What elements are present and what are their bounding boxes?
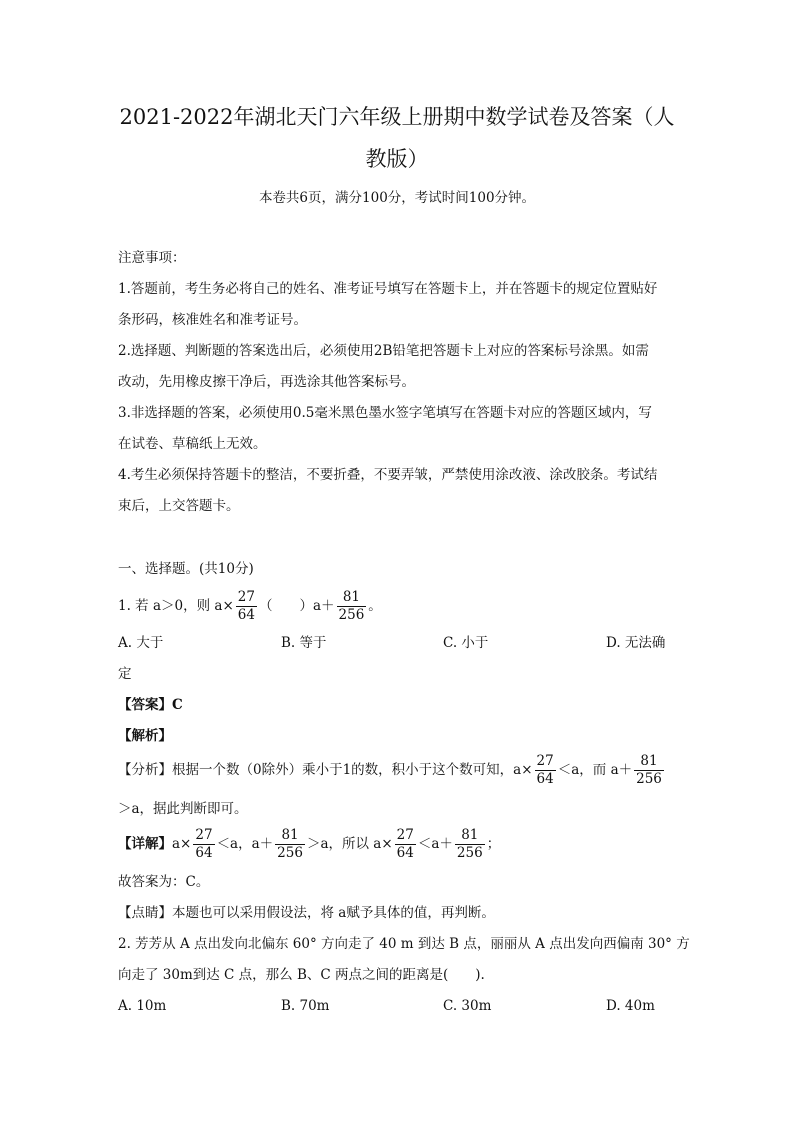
q1-xiangjie: 【详解】a× $\frac{27}{64}$ ＜a，a＋ $\frac{81}{256}$ ＞a，所以 a× $\frac{27}{64}$ ＜a＋ $\frac{81}{256}$ ； bbox=[118, 827, 501, 861]
q2-option-d: D. 40m bbox=[606, 998, 655, 1014]
page-title-line1: 2021-2022年湖北天门六年级上册期中数学试卷及答案（人 bbox=[119, 105, 675, 129]
q1-xiangjie-label: 【详解】 bbox=[118, 836, 172, 852]
question-1 bbox=[118, 588, 382, 624]
q1-conclusion: 故答案为：C。 bbox=[118, 874, 210, 890]
q2-option-b: B. 70m bbox=[281, 998, 330, 1014]
q1-option-b: B. 等于 bbox=[281, 635, 327, 651]
q1-analysis-label: 【解析】 bbox=[118, 728, 172, 744]
q2-option-c: C. 30m bbox=[443, 998, 492, 1014]
note-2-line1: 2.选择题、判断题的答案选出后，必须使用2B铅笔把答题卡上对应的答案标号涂黑。如需 bbox=[118, 343, 649, 359]
q1-fenxi-fraction-2: $\frac{81}{256}$ bbox=[636, 753, 662, 787]
note-3-line1: 3.非选择题的答案，必须使用0.5毫米黑色墨水签字笔填写在答题卡对应的答题区域内，写 bbox=[118, 405, 652, 421]
question-2-line1: 2. 芳芳从 A 点出发向北偏东 60° 方向走了 40 m 到达 B 点，丽丽从 A 点出发向西偏南 30° 方 bbox=[118, 936, 690, 952]
q2-option-a: A. 10m bbox=[118, 998, 167, 1014]
q1-end: 。 bbox=[368, 598, 382, 614]
exam-subtitle: 本卷共6页，满分100分，考试时间100分钟。 bbox=[258, 190, 536, 206]
note-3-line2: 在试卷、草稿纸上无效。 bbox=[118, 436, 267, 452]
q1-prefix: 1. 若 a＞0，则 a× bbox=[118, 598, 234, 614]
page-title-line2: 教版） bbox=[365, 147, 429, 171]
q1-xj-fraction-2: $\frac{81}{256}$ bbox=[277, 827, 303, 861]
note-1-line1: 1.答题前，考生务必将自己的姓名、准考证号填写在答题卡上，并在答题卡的规定位置贴好 bbox=[118, 281, 658, 297]
q1-option-d-cont: 定 bbox=[118, 666, 132, 682]
q1-dianjing: 【点睛】本题也可以采用假设法，将 a赋予具体的值，再判断。 bbox=[118, 905, 495, 921]
q1-fenxi-fraction-1: $\frac{27}{64}$ bbox=[536, 753, 554, 787]
q1-option-d: D. 无法确 bbox=[606, 635, 666, 651]
note-4-line1: 4.考生必须保持答题卡的整洁，不要折叠，不要弄皱，严禁使用涂改液、涂改胶条。考试结 bbox=[118, 467, 658, 483]
note-1-line2: 条形码，核准姓名和准考证号。 bbox=[118, 312, 307, 328]
q1-mid: （ ）a＋ bbox=[258, 598, 335, 614]
q1-fenxi-prefix: 【分析】根据一个数（0除外）乘小于1的数，积小于这个数可知，a× bbox=[118, 762, 533, 778]
q1-fenxi bbox=[118, 752, 666, 788]
q1-fenxi-line2: ＞a，据此判断即可。 bbox=[118, 801, 248, 817]
question-2-line2: 向走了 30m到达 C 点，那么 B、C 两点之间的距离是( ). bbox=[118, 967, 485, 983]
q1-option-c: C. 小于 bbox=[443, 635, 489, 651]
q1-xj-fraction-1: $\frac{27}{64}$ bbox=[195, 827, 213, 861]
q1-fraction-1: $\frac{27}{64}$ bbox=[237, 589, 255, 623]
q1-fenxi-mid: ＜a，而 a＋ bbox=[557, 762, 633, 778]
q1-xj-fraction-3: $\frac{27}{64}$ bbox=[396, 827, 414, 861]
q1-xj-fraction-4: $\frac{81}{256}$ bbox=[456, 827, 483, 861]
q1-option-a: A. 大于 bbox=[118, 635, 164, 651]
note-4-line2: 束后，上交答题卡。 bbox=[118, 498, 240, 514]
q1-answer: 【答案】C bbox=[118, 697, 183, 713]
section-heading: 一、选择题。(共10分) bbox=[118, 561, 254, 577]
note-2-line2: 改动，先用橡皮擦干净后，再选涂其他答案标号。 bbox=[118, 374, 415, 390]
q1-fraction-2: $\frac{81}{256}$ bbox=[338, 589, 365, 623]
notes-heading: 注意事项： bbox=[118, 250, 186, 266]
